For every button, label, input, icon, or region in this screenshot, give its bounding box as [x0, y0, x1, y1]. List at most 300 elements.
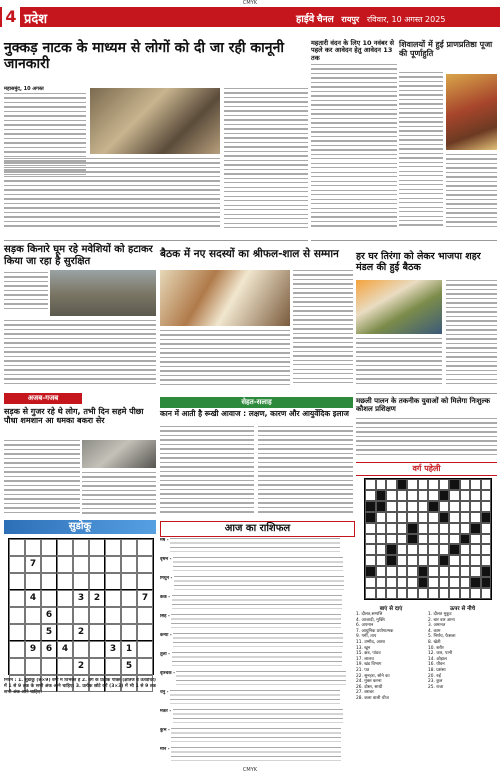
- crossword-cell[interactable]: [449, 501, 460, 512]
- crossword-clue: 21. पत्र: [356, 667, 370, 673]
- sudoku-cell[interactable]: [9, 607, 25, 624]
- ajab-body-col1: [4, 440, 80, 516]
- rashi-name: कुंभ -: [160, 728, 172, 733]
- sadak-headline: सड़क किनारे घूम रहे मवेशियों को हटाकर किया जा रहा है सुरक्षित: [4, 244, 153, 267]
- shivalay-body-col2: [446, 154, 497, 236]
- crossword-cell[interactable]: [397, 490, 408, 501]
- crossword-cell[interactable]: [376, 479, 387, 490]
- crossword-cell[interactable]: [418, 490, 429, 501]
- crossword-clue: 17. लालच: [356, 656, 374, 662]
- sadak-body-col1: [4, 272, 48, 314]
- crossword-cell[interactable]: [376, 544, 387, 555]
- crossword-cell[interactable]: [365, 588, 376, 599]
- crossword-cell[interactable]: [439, 501, 450, 512]
- sudoku-cell[interactable]: 2: [73, 624, 89, 641]
- crossword-cell[interactable]: [386, 577, 397, 588]
- crossword-clue: 23. कुल: [428, 679, 443, 685]
- sadak-body-wide: [4, 320, 156, 390]
- sudoku-cell[interactable]: [9, 641, 25, 658]
- sudoku-title: सुडोकू: [4, 520, 156, 534]
- crossword-cell[interactable]: [386, 501, 397, 512]
- sehat-band: सेहत-सलाह: [160, 397, 353, 408]
- sudoku-cell[interactable]: [41, 658, 57, 675]
- crossword-block: [407, 523, 418, 534]
- sudoku-cell[interactable]: [89, 539, 105, 556]
- sudoku-cell[interactable]: 4: [57, 641, 73, 658]
- crossword-cell[interactable]: [376, 555, 387, 566]
- sudoku-cell[interactable]: 1: [121, 641, 137, 658]
- crossword-cell[interactable]: [449, 577, 460, 588]
- crossword-clue: 7. आधुनिक प्रयोगात्मक: [356, 628, 394, 634]
- crossword-cell[interactable]: [449, 588, 460, 599]
- crossword-cell[interactable]: [428, 490, 439, 501]
- sudoku-cell[interactable]: [25, 573, 41, 590]
- crossword-clue: 22. सुनहरा, सोने का: [356, 673, 390, 679]
- shivalay-headline: शिवालयों में हुई प्राणप्रतिष्ठा पूजा की पूर्णाहुति: [399, 40, 493, 59]
- clues-across-list: [356, 612, 426, 702]
- crossword-clue: 6. अपमान: [356, 623, 374, 629]
- crossword-cell[interactable]: [418, 501, 429, 512]
- crossword-cell[interactable]: [365, 555, 376, 566]
- crossword-cell[interactable]: [470, 544, 481, 555]
- rashi-name: वृषभ -: [160, 557, 173, 562]
- crossword-cell[interactable]: [407, 544, 418, 555]
- sudoku-cell[interactable]: [137, 539, 153, 556]
- rashi-text-lines: [170, 690, 340, 704]
- ajab-headline: सड़क से गुजर रहे थे लोग, तभी दिन सहमे पीछा पौधा शमशान आ धमका बकरा सेर: [4, 407, 144, 426]
- crossword-cell[interactable]: [386, 490, 397, 501]
- crossword-cell[interactable]: [449, 566, 460, 577]
- sudoku-cell[interactable]: [121, 590, 137, 607]
- sudoku-cell[interactable]: 6: [41, 641, 57, 658]
- divider: [356, 393, 497, 394]
- crossword-clue: 18. प्रशंसा: [428, 667, 446, 673]
- crossword-block: [470, 577, 481, 588]
- crossword-clue: 28. कला वाली चीज: [356, 695, 389, 701]
- sudoku-cell[interactable]: 9: [25, 641, 41, 658]
- sehat-body-col1: [160, 426, 254, 518]
- crossword-clue: 26. दोस्त, साथी: [356, 684, 383, 690]
- crossword-cell[interactable]: [470, 479, 481, 490]
- crossword-cell[interactable]: [449, 534, 460, 545]
- crossword-cell[interactable]: [376, 512, 387, 523]
- crossword-cell[interactable]: [460, 479, 471, 490]
- crossword-grid[interactable]: [364, 478, 492, 600]
- sudoku-cell[interactable]: [105, 658, 121, 675]
- crossword-cell[interactable]: [470, 512, 481, 523]
- sudoku-cell[interactable]: 3: [105, 641, 121, 658]
- sudoku-cell[interactable]: 7: [25, 556, 41, 573]
- rashi-text-lines: [172, 652, 342, 666]
- crossword-cell[interactable]: [460, 512, 471, 523]
- crossword-cell[interactable]: [397, 577, 408, 588]
- rashifal-item: [160, 728, 353, 746]
- sudoku-cell[interactable]: [137, 607, 153, 624]
- crossword-title: वर्ग पहेली: [356, 462, 497, 476]
- crossword-cell[interactable]: [418, 544, 429, 555]
- sudoku-cell[interactable]: 7: [137, 590, 153, 607]
- sudoku-cell[interactable]: 5: [121, 658, 137, 675]
- clues-across: [356, 604, 426, 702]
- crossword-cell[interactable]: [428, 479, 439, 490]
- sadak-photo: [50, 270, 156, 316]
- sudoku-cell[interactable]: [9, 573, 25, 590]
- sudoku-cell[interactable]: [137, 624, 153, 641]
- crossword-cell[interactable]: [439, 534, 450, 545]
- rashi-name: धनु -: [160, 690, 171, 695]
- tiranga-photo: [356, 280, 442, 334]
- crossword-cell[interactable]: [397, 523, 408, 534]
- rashifal-item: [160, 671, 353, 689]
- rashifal-item: [160, 709, 353, 727]
- sudoku-cell[interactable]: [9, 658, 25, 675]
- crossword-cell[interactable]: [397, 566, 408, 577]
- kaushal-body: [356, 418, 497, 458]
- rashifal-title: आज का राशिफल: [160, 521, 355, 537]
- crossword-cell[interactable]: [460, 566, 471, 577]
- sudoku-cell[interactable]: [105, 573, 121, 590]
- print-marker-bottom: CMYK: [242, 767, 258, 773]
- crossword-cell[interactable]: [365, 544, 376, 555]
- rashifal-item: [160, 538, 353, 556]
- crossword-cell[interactable]: [376, 534, 387, 545]
- sudoku-cell[interactable]: [89, 641, 105, 658]
- sudoku-cell[interactable]: [89, 658, 105, 675]
- crossword-cell[interactable]: [470, 490, 481, 501]
- sudoku-cell[interactable]: [9, 539, 25, 556]
- crossword-clue: 5. निर्णय, फैसला: [428, 634, 456, 640]
- sudoku-cell[interactable]: [57, 539, 73, 556]
- sudoku-cell[interactable]: [137, 556, 153, 573]
- sudoku-cell[interactable]: [57, 590, 73, 607]
- sudoku-cell[interactable]: 2: [73, 658, 89, 675]
- rashi-name: कर्क -: [160, 595, 172, 600]
- baithak-body-col1: [293, 270, 353, 390]
- crossword-cell[interactable]: [449, 490, 460, 501]
- crossword-cell[interactable]: [481, 588, 492, 599]
- sudoku-cell[interactable]: [73, 641, 89, 658]
- crossword-cell[interactable]: [428, 566, 439, 577]
- sudoku-cell[interactable]: [137, 641, 153, 658]
- crossword-cell[interactable]: [376, 588, 387, 599]
- sehat-headline: कान में आती है रूखी आवाज : लक्षण, कारण और आयुर्वेदिक इलाज: [160, 409, 349, 418]
- sudoku-cell[interactable]: 6: [41, 607, 57, 624]
- rashi-text-lines: [174, 576, 344, 590]
- crossword-block: [376, 490, 387, 501]
- crossword-cell[interactable]: [428, 544, 439, 555]
- crossword-cell[interactable]: [481, 490, 492, 501]
- crossword-clue: 4. आजादी, मुक्ति: [356, 617, 385, 623]
- nukkad-headline: नुक्कड़ नाटक के माध्यम से लोगों को दी जा रही कानूनी जानकारी: [4, 40, 284, 73]
- crossword-cell[interactable]: [397, 512, 408, 523]
- divider: [311, 240, 497, 241]
- shivalay-body-col1: [399, 72, 443, 236]
- crossword-cell[interactable]: [439, 588, 450, 599]
- sudoku-cell[interactable]: [57, 556, 73, 573]
- crossword-clue: 15. क्षत्र, पांडव: [356, 651, 381, 657]
- baithak-headline: बैठक में नए सदस्यों का श्रीफल-शाल से सम्मान: [160, 248, 339, 260]
- crossword-cell[interactable]: [470, 501, 481, 512]
- sudoku-cell[interactable]: [73, 573, 89, 590]
- crossword-cell[interactable]: [397, 544, 408, 555]
- crossword-cell[interactable]: [386, 523, 397, 534]
- crossword-block: [439, 555, 450, 566]
- nukkad-dateline: महासमुंद, 10 अगस्त: [4, 86, 44, 92]
- crossword-cell[interactable]: [407, 588, 418, 599]
- crossword-cell[interactable]: [481, 523, 492, 534]
- sudoku-cell[interactable]: [137, 658, 153, 675]
- crossword-cell[interactable]: [376, 577, 387, 588]
- crossword-block: [481, 512, 492, 523]
- section-title: प्रदेश: [24, 12, 48, 27]
- baithak-photo: [160, 270, 290, 326]
- sudoku-cell[interactable]: [9, 624, 25, 641]
- crossword-clue: 2. बार बार आना: [428, 617, 455, 623]
- crossword-cell[interactable]: [386, 534, 397, 545]
- crossword-cell[interactable]: [407, 512, 418, 523]
- sudoku-cell[interactable]: [41, 573, 57, 590]
- crossword-cell[interactable]: [460, 490, 471, 501]
- crossword-cell[interactable]: [428, 588, 439, 599]
- crossword-block: [481, 566, 492, 577]
- crossword-block: [418, 577, 429, 588]
- rashifal-item: [160, 690, 353, 708]
- sudoku-cell[interactable]: [137, 573, 153, 590]
- crossword-cell[interactable]: [460, 544, 471, 555]
- rashi-text-lines: [173, 709, 343, 723]
- crossword-clue: 12. जल, पानी: [428, 651, 453, 657]
- crossword-clue: 4. काम: [428, 628, 441, 634]
- sudoku-cell[interactable]: [105, 607, 121, 624]
- clues-down: [428, 604, 497, 690]
- sudoku-cell[interactable]: [25, 539, 41, 556]
- paper-name: हाईवे: [296, 14, 315, 25]
- sudoku-cell[interactable]: [121, 539, 137, 556]
- crossword-block: [407, 534, 418, 545]
- crossword-cell[interactable]: [365, 523, 376, 534]
- crossword-cell[interactable]: [386, 479, 397, 490]
- crossword-cell[interactable]: [460, 577, 471, 588]
- crossword-cell[interactable]: [386, 566, 397, 577]
- issue-date: रविवार, 10 अगस्त 2025: [366, 15, 446, 24]
- sudoku-cell[interactable]: [89, 573, 105, 590]
- clues-down-title: ऊपर से नीचे: [449, 606, 476, 612]
- crossword-cell[interactable]: [397, 501, 408, 512]
- crossword-cell[interactable]: [397, 555, 408, 566]
- crossword-cell[interactable]: [386, 512, 397, 523]
- baithak-body-wide: [160, 330, 290, 390]
- crossword-cell[interactable]: [418, 588, 429, 599]
- rashifal-item: [160, 595, 353, 613]
- sudoku-cell[interactable]: [41, 590, 57, 607]
- rashi-name: मीन -: [160, 747, 172, 752]
- sudoku-cell[interactable]: 2: [89, 590, 105, 607]
- crossword-block: [365, 512, 376, 523]
- crossword-clue: 27. बराबर: [356, 690, 374, 696]
- sudoku-cell[interactable]: [73, 539, 89, 556]
- crossword-cell[interactable]: [460, 523, 471, 534]
- ajab-body-col2: [82, 472, 156, 516]
- sudoku-cell[interactable]: [9, 556, 25, 573]
- crossword-cell[interactable]: [397, 534, 408, 545]
- crossword-cell[interactable]: [407, 490, 418, 501]
- crossword-cell[interactable]: [407, 501, 418, 512]
- rashi-name: मकर -: [160, 709, 173, 714]
- crossword-block: [460, 534, 471, 545]
- sudoku-cell[interactable]: [25, 658, 41, 675]
- sudoku-cell[interactable]: [105, 590, 121, 607]
- crossword-cell[interactable]: [418, 523, 429, 534]
- city-name: रायपुर: [341, 15, 360, 24]
- crossword-cell[interactable]: [470, 588, 481, 599]
- crossword-clue: 16. यौवन: [428, 662, 445, 668]
- paper-name-2: चैनल: [316, 15, 334, 25]
- crossword-cell[interactable]: [439, 523, 450, 534]
- crossword-block: [386, 555, 397, 566]
- crossword-cell[interactable]: [460, 501, 471, 512]
- crossword-cell[interactable]: [460, 588, 471, 599]
- crossword-cell[interactable]: [418, 534, 429, 545]
- nukkad-photo: [90, 88, 220, 154]
- crossword-cell[interactable]: [365, 534, 376, 545]
- crossword-cell[interactable]: [481, 501, 492, 512]
- crossword-cell[interactable]: [397, 588, 408, 599]
- sudoku-cell[interactable]: [41, 556, 57, 573]
- crossword-cell[interactable]: [449, 555, 460, 566]
- sudoku-cell[interactable]: [57, 573, 73, 590]
- rashi-name: सिंह -: [160, 614, 172, 619]
- tiranga-headline: हर घर तिरंगा को लेकर भाजपा शहर मंडल की हुई बैठक: [356, 251, 481, 273]
- crossword-cell[interactable]: [428, 523, 439, 534]
- rashi-text-lines: [173, 557, 343, 571]
- crossword-cell[interactable]: [418, 512, 429, 523]
- mahatari-body: [311, 64, 397, 236]
- page-number: 4: [2, 7, 20, 27]
- sudoku-cell[interactable]: [105, 539, 121, 556]
- crossword-cell[interactable]: [449, 523, 460, 534]
- divider: [4, 240, 308, 241]
- rashi-text-lines: [171, 728, 341, 742]
- crossword-cell[interactable]: [407, 577, 418, 588]
- crossword-cell[interactable]: [481, 555, 492, 566]
- crossword-clue: 14. ओझल: [428, 656, 447, 662]
- crossword-block: [365, 501, 376, 512]
- crossword-cell[interactable]: [470, 555, 481, 566]
- sehat-body-col2: [258, 426, 353, 518]
- ajab-photo: [82, 440, 156, 468]
- sudoku-cell[interactable]: [25, 624, 41, 641]
- shivalay-photo: [446, 74, 497, 150]
- sudoku-rules: नियम : 1. सुडोकु (9×9) वर्गों में विभक्त है 2. वर्ग के प्रत्येक पंक्ति (क्षैतिज व ऊर्ध्वाधर) में 1 से 9 तक के सभी अंक आने चाहिए। 3. प्रत्येक छोटे वर्ग (3×3) में भी 1 से 9 तक सभी अंक आने चाहिए।: [4, 678, 156, 695]
- sudoku-cell[interactable]: [89, 556, 105, 573]
- sudoku-cell[interactable]: [105, 624, 121, 641]
- tiranga-body-wide: [356, 338, 442, 390]
- crossword-block: [449, 544, 460, 555]
- crossword-cell[interactable]: [407, 555, 418, 566]
- masthead-info: [296, 11, 445, 25]
- crossword-cell[interactable]: [418, 479, 429, 490]
- crossword-cell[interactable]: [376, 523, 387, 534]
- crossword-cell[interactable]: [481, 534, 492, 545]
- sudoku-cell[interactable]: [25, 607, 41, 624]
- crossword-cell[interactable]: [386, 588, 397, 599]
- sudoku-cell[interactable]: 5: [41, 624, 57, 641]
- crossword-cell[interactable]: [418, 555, 429, 566]
- crossword-cell[interactable]: [365, 490, 376, 501]
- ajab-band: अजब-गजब: [4, 393, 82, 404]
- crossword-cell[interactable]: [439, 544, 450, 555]
- sudoku-cell[interactable]: [73, 607, 89, 624]
- crossword-block: [397, 479, 408, 490]
- rashifal-item: [160, 747, 353, 765]
- sudoku-cell[interactable]: [105, 556, 121, 573]
- crossword-cell[interactable]: [407, 479, 418, 490]
- sudoku-cell[interactable]: [89, 624, 105, 641]
- sudoku-cell[interactable]: [121, 573, 137, 590]
- crossword-cell[interactable]: [428, 534, 439, 545]
- crossword-cell[interactable]: [439, 479, 450, 490]
- sudoku-cell[interactable]: [57, 658, 73, 675]
- crossword-cell[interactable]: [428, 512, 439, 523]
- rashi-name: वृश्चिक -: [160, 671, 177, 676]
- crossword-cell[interactable]: [439, 577, 450, 588]
- rashifal-item: [160, 652, 353, 670]
- crossword-clue: 11. उम्मीद, आशा: [356, 639, 385, 645]
- crossword-cell[interactable]: [439, 566, 450, 577]
- crossword-cell[interactable]: [470, 534, 481, 545]
- crossword-cell[interactable]: [481, 479, 492, 490]
- crossword-block: [449, 479, 460, 490]
- crossword-cell[interactable]: [449, 512, 460, 523]
- crossword-cell[interactable]: [376, 566, 387, 577]
- crossword-block: [386, 544, 397, 555]
- sudoku-cell[interactable]: [57, 607, 73, 624]
- nukkad-body-wide: [4, 158, 220, 234]
- sudoku-cell[interactable]: [89, 607, 105, 624]
- crossword-cell[interactable]: [460, 555, 471, 566]
- sudoku-cell[interactable]: [121, 556, 137, 573]
- crossword-cell[interactable]: [481, 544, 492, 555]
- rashi-text-lines: [173, 633, 343, 647]
- sudoku-grid[interactable]: [8, 538, 154, 675]
- rashifal-item: [160, 576, 353, 594]
- sudoku-cell[interactable]: 4: [25, 590, 41, 607]
- crossword-clue: 24. मुक्त करना: [356, 679, 382, 685]
- sudoku-cell[interactable]: [57, 624, 73, 641]
- crossword-cell[interactable]: [365, 479, 376, 490]
- crossword-clue: 10. शरीर: [428, 645, 444, 651]
- crossword-clue: 8. खेती: [428, 639, 441, 645]
- rashi-name: तुला -: [160, 652, 172, 657]
- sudoku-cell[interactable]: 3: [73, 590, 89, 607]
- crossword-cell[interactable]: [365, 577, 376, 588]
- crossword-cell[interactable]: [470, 566, 481, 577]
- crossword-cell[interactable]: [407, 566, 418, 577]
- clues-down-list: [428, 612, 497, 690]
- sudoku-cell[interactable]: [121, 624, 137, 641]
- nukkad-body-col3: [224, 88, 308, 238]
- sudoku-cell[interactable]: [73, 556, 89, 573]
- crossword-block: [428, 501, 439, 512]
- crossword-block: [418, 566, 429, 577]
- sudoku-cell[interactable]: [9, 590, 25, 607]
- sudoku-cell[interactable]: [41, 539, 57, 556]
- rashifal-list: [160, 538, 353, 770]
- crossword-cell[interactable]: [428, 577, 439, 588]
- crossword-cell[interactable]: [428, 555, 439, 566]
- print-marker: CMYK: [242, 0, 258, 6]
- sudoku-cell[interactable]: [121, 607, 137, 624]
